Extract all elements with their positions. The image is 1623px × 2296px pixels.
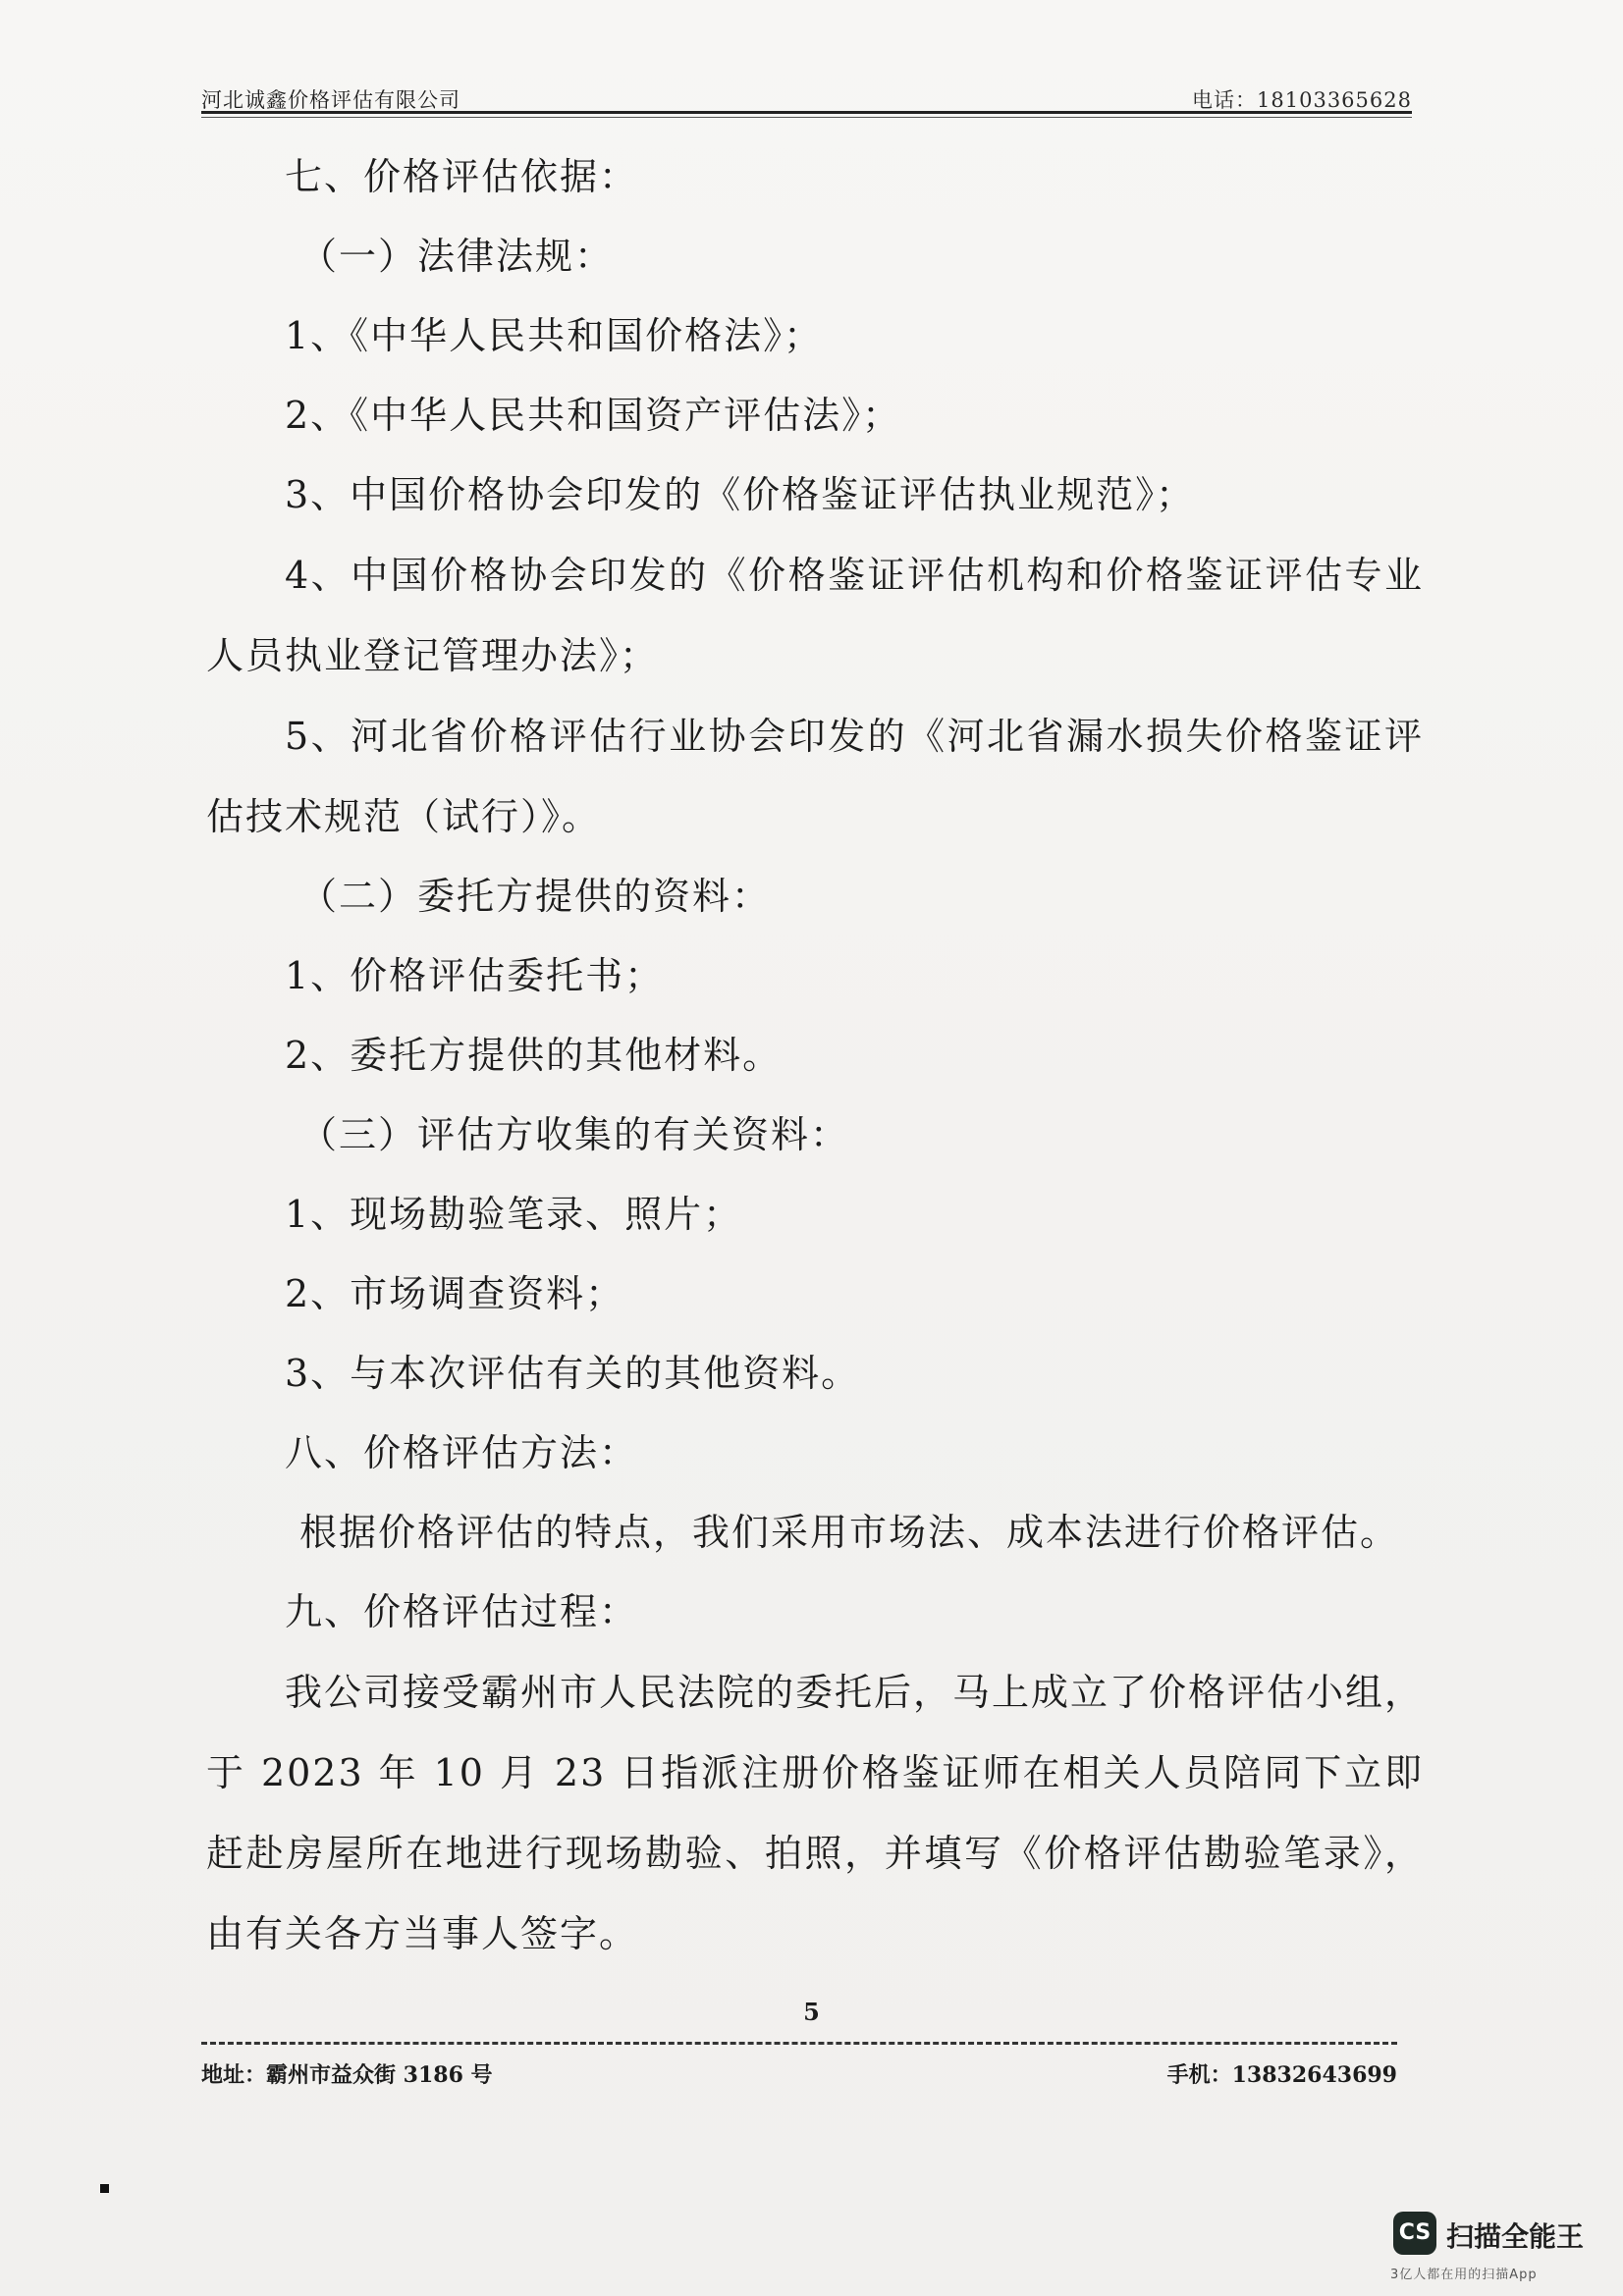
scan-mark (100, 2184, 109, 2193)
header-rule (201, 111, 1412, 114)
watermark-title: 扫描全能王 (1446, 2220, 1585, 2253)
list-item-law-1: 1、《中华人民共和国价格法》； (285, 314, 824, 357)
page-number: 5 (803, 1998, 820, 2026)
section-heading-8: 八、价格评估方法： (285, 1431, 639, 1474)
list-item-law-4: 4、中国价格协会印发的《价格鉴证评估机构和价格鉴证评估专业人员执业登记管理办法》； (206, 554, 1424, 677)
subsection-appraiser-materials: （三）评估方收集的有关资料： (299, 1113, 850, 1156)
list-item-law-3: 3、中国价格协会印发的《价格鉴证评估执业规范》； (285, 473, 1196, 516)
process-paragraph: 我公司接受霸州市人民法院的委托后，马上成立了价格评估小组，于 2023 年 10 月 23 日指派注册价格鉴证师在相关人员陪同下立即赶赴房屋所在地进行现场勘验、拍照，并填写《价格评估勘验笔录》，由有关各方当事人签字。 (206, 1671, 1425, 1955)
method-paragraph: 根据价格评估的特点，我们采用市场法、成本法进行价格评估。 (299, 1511, 1400, 1554)
camscanner-logo-icon: CS (1393, 2212, 1436, 2255)
list-item-appraiser-2: 2、市场调查资料； (285, 1272, 625, 1315)
page-footer (201, 2058, 1397, 2092)
list-item-client-1: 1、价格评估委托书； (285, 954, 665, 997)
list-item-appraiser-3: 3、与本次评估有关的其他资料。 (285, 1352, 861, 1395)
subsection-client-materials: （二）委托方提供的资料： (299, 875, 772, 918)
scanner-watermark (1390, 2208, 1599, 2286)
header-rule-thin (201, 117, 1412, 118)
watermark-subtitle: 3亿人都在用的扫描App (1390, 2268, 1538, 2282)
section-heading-7: 七、价格评估依据： (285, 155, 639, 198)
document-body (206, 137, 1424, 1974)
footer-mobile: 手机：13832643699 (1166, 2062, 1397, 2088)
list-item-law-2: 2、《中华人民共和国资产评估法》； (285, 394, 902, 437)
header-phone: 电话：18103365628 (1192, 88, 1412, 112)
list-item-law-5: 5、河北省价格评估行业协会印发的《河北省漏水损失价格鉴证评估技术规范（试行）》。 (206, 715, 1424, 838)
footer-address: 地址：霸州市益众街 3186 号 (201, 2062, 493, 2088)
header-company-name: 河北诚鑫价格评估有限公司 (201, 88, 460, 112)
footer-rule (201, 2042, 1397, 2045)
list-item-client-2: 2、委托方提供的其他材料。 (285, 1034, 783, 1077)
list-item-appraiser-1: 1、现场勘验笔录、照片； (285, 1193, 743, 1236)
section-heading-9: 九、价格评估过程： (285, 1590, 639, 1633)
subsection-laws: （一）法律法规： (299, 235, 615, 278)
